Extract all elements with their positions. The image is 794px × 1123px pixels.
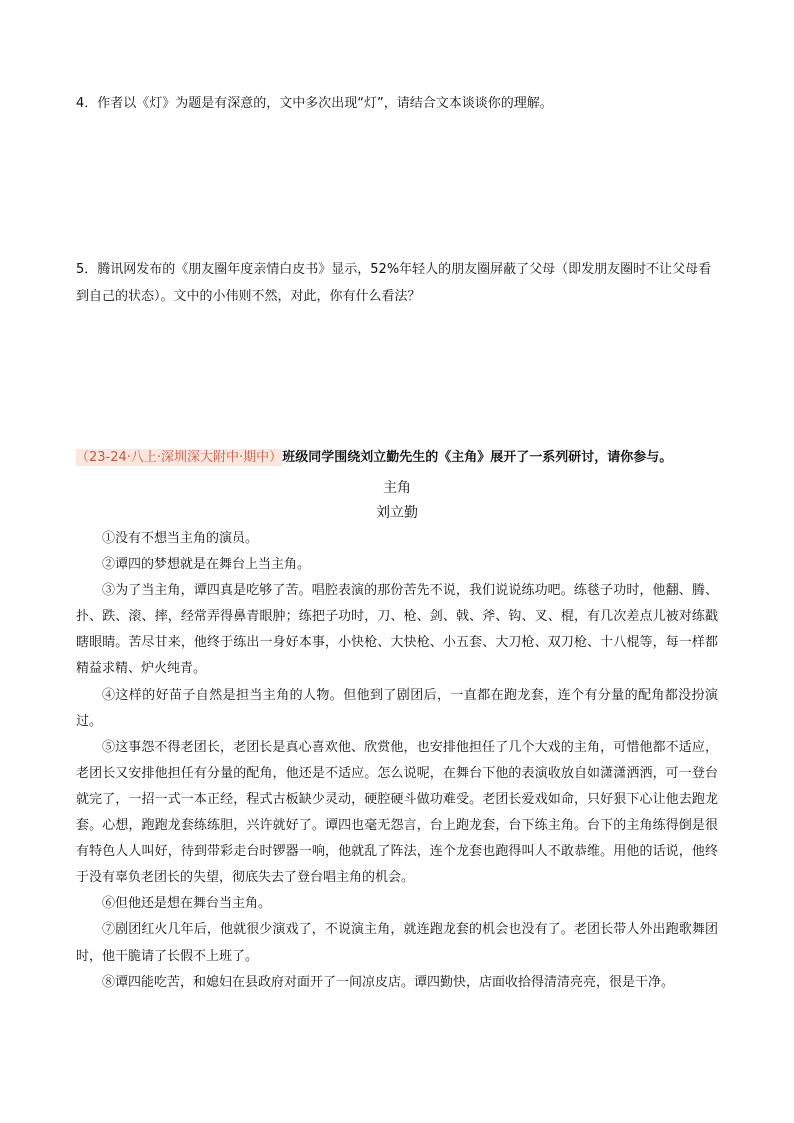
source-instruction: 班级同学围绕刘立勤先生的《主角》展开了一系列研讨，请你参与。 xyxy=(282,450,673,465)
paragraph-5: ⑤这事怨不得老团长，老团长是真心喜欢他、欣赏他，也安排他担任了几个大戏的主角，可惜他都不适应，老团长又安排他担任有分量的配角，他还是不适应。怎么说呢，在舞台下他的表演收放自如潇潇洒洒，可一登台就完了，一招一式一本正经，程式古板缺少灵动，硬腔硬斗做功难受。老团长爱戏如命，只好狠下心让他去跑龙套。心想，跑跑龙套练练胆，兴许就好了。谭四也毫无怨言，台上跑龙套，台下练主角。台下的主角练得倒是很有特色人人叫好，待到带彩走台时锣器一响，他就乱了阵法，连个龙套也跑得叫人不敢恭维。用他的话说，他终于没有辜负老团长的失望，彻底失去了登台唱主角的机会。 xyxy=(76,739,718,886)
article-author: 刘立勤 xyxy=(376,505,418,521)
article-title: 主角 xyxy=(383,480,411,496)
article-body xyxy=(76,526,718,996)
question-5: 5．腾讯网发布的《朋友圈年度亲情白皮书》显示，52%年轻人的朋友圈屏蔽了父母（即发朋友圈时不让父母看到自己的状态）。文中的小伟则不然，对此，你有什么看法？ xyxy=(76,262,712,304)
paragraph-1: ①没有不想当主角的演员。 xyxy=(102,531,259,546)
paragraph-4: ④这样的好苗子自然是担当主角的人物。但他到了剧团后，一直都在跑龙套，连个有分量的配角都没扮演过。 xyxy=(76,687,718,729)
paragraph-7: ⑦剧团红火几年后，他就很少演戏了，不说演主角，就连跑龙套的机会也没有了。老团长带人外出跑歌舞团时，他干脆请了长假不上班了。 xyxy=(76,922,718,964)
source-line xyxy=(76,445,736,471)
question-4: 4．作者以《灯》为题是有深意的，文中多次出现“灯”，请结合文本谈谈你的理解。 xyxy=(76,96,553,111)
paragraph-3: ③为了当主角，谭四真是吃够了苦。唱腔表演的那份苦先不说，我们说说练功吧。练毯子功时，他翻、腾、扑、跌、滚、摔，经常弄得鼻青眼肿；练把子功时，刀、枪、剑、戟、斧、钩、叉、棍，有几次差点儿被对练戳瞎眼睛。苦尽甘来，他终于练出一身好本事，小快枪、大快枪、小五套、大刀枪、双刀枪、十八棍等，每一样都精益求精、炉火纯青。 xyxy=(76,583,718,677)
source-tag: （23-24·八上·深圳深大附中·期中） xyxy=(76,450,283,465)
paragraph-6: ⑥但他还是想在舞台当主角。 xyxy=(102,896,272,912)
paragraph-8: ⑧谭四能吃苦，和媳妇在县政府对面开了一间凉皮店。谭四勤快，店面收拾得清清亮亮，很是干净。 xyxy=(102,974,675,990)
paragraph-2: ②谭四的梦想就是在舞台上当主角。 xyxy=(102,557,311,573)
